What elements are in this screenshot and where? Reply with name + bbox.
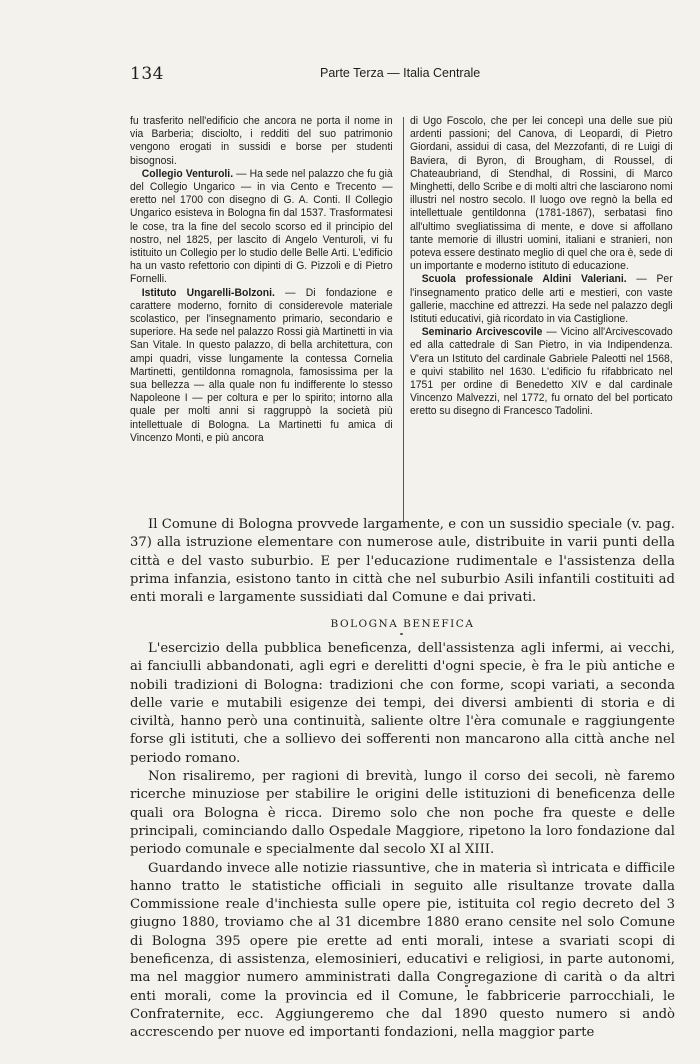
section-heading: BOLOGNA BENEFICA xyxy=(330,618,475,630)
left-paragraph-3 xyxy=(130,287,393,445)
scuola-aldini-heading: Scuola professionale Aldini Valeriani. xyxy=(421,273,627,286)
page-header xyxy=(130,64,678,84)
right-paragraph-1: di Ugo Foscolo, che per lei concepì una delle sue più ardenti passioni; del Canova, di Leopardi, di Pietro Giordani, assidui di casa, del Mezzofanti, di re Luigi di Baviera, di Byron, di Brougham, di Roussel, di Chateaubriand, di Stendhal, di Rossini, di Marco Minghetti, dello Scribe e di molti altri che lasciarono nomi illustri nel nostro secolo. Il luogo ove regnò la bella ed intellettuale gentildonna (1781-1867), serbatasi fino all'ultimo svegliatissima di mente, e dove si affollano tante memorie di illustri uomini, italiani e stranieri, non poteva essere destinato meglio di quel che ora è, sede di un importante e moderno istituto di educazione. xyxy=(410,115,673,273)
istituto-ungarelli-text: — Di fondazione e carattere moderno, fornito di considerevole materiale scolastico, per l'insegnamento primario, secondario e superiore. Ha sede nel palazzo Rossi già Martinetti in via San Vitale. In questo palazzo, di bella architettura, con ampi quadri, visse lungamente la contessa Cornelia Martinetti, gentildonna romagnola, famosissima per la sua bellezza — alla quale non fu indifferente lo stesso Napoleone I — per coltura e per lo spirito; intorno alla quale per molti anni si raggruppò la società più intellettuale di Bologna. La Martinetti fu amica di Vincenzo Monti, e più ancora xyxy=(130,286,393,444)
scuola-aldini-text: — Per l'insegnamento pratico delle arti e mestieri, con vaste gallerie, macchine ed attrezzi. Ha sede nel palazzo degli Istituti educativi, già ricordato in via Castiglione. xyxy=(410,273,673,326)
page-number: 134 xyxy=(130,64,164,84)
comune-paragraph: Il Comune di Bologna provvede largamente, e con un sussidio speciale (v. pag. 37) alla istruzione elementare con numerose aule, distribuite in varii punti della città e del vasto suburbio. E per l'educazione rudimentale e l'assistenza della prima infanzia, esistono tanto in città che nel suburbio Asili infantili costituiti ad enti morali e largamente sussidiati dal Comune e dai privati. xyxy=(130,517,675,606)
right-column xyxy=(410,115,673,419)
seminario-text: — Vicino all'Arcivescovado ed alla cattedrale di San Pietro, in via Indipendenza. V'era un Istituto del cardinale Gabriele Paleotti nel 1568, e quivi stabilito nel 1630. L'edificio fu rifabbricato nel 1751 per ordine di Benedetto XIV e dal cardinale Vincenzo Malvezzi, nel 1772, fu ornato del bel porticato eretto su disegno di Francesco Tadolini. xyxy=(410,326,673,418)
right-paragraph-3 xyxy=(410,326,673,418)
column-divider xyxy=(403,117,404,522)
collegio-venturoli-heading: Collegio Venturoli. xyxy=(141,167,234,180)
left-column xyxy=(130,115,393,445)
comune-paragraph-block xyxy=(130,516,675,607)
left-paragraph-1: fu trasferito nell'edificio che ancora ne porta il nome in via Barberia; disciolto, i redditi del suo patrimonio vengono erogati in sussidi e borse per studenti bisognosi. xyxy=(130,115,393,167)
heading-ornament xyxy=(400,633,403,635)
collegio-venturoli-text: — Ha sede nel palazzo che fu già del Collegio Ungarico — in via Cento e Trecento — eretto nel 1700 con disegno di G. A. Conti. Il Collegio Ungarico esisteva in Bologna fin dal 1537. Trasformatesi le cose, tra la fine del secolo scorso ed il principio del nostro, nel 1825, per lascito di Angelo Venturoli, vi fu istituito un Collegio per lo studio delle Belle Arti. L'edificio ha un vasto refettorio con dipinti di G. Pizzoli e di Pietro Fornelli. xyxy=(130,167,393,286)
running-title: Parte Terza — Italia Centrale xyxy=(320,66,481,80)
beneficenza-paragraph-3: Guardando invece alle notizie riassuntive, che in materia sì intricata e difficile hanno tratto le statistiche officiali in seguito alle risultanze trovate dalla Commissione reale d'inchiesta sulle opere pie, istituita col regio decreto del 3 giugno 1880, troviamo che al 31 dicembre 1880 erano censite nel solo Comune di Bologna 395 opere pie erette ad enti morali, intese a svariati scopi di beneficenza, di assistenza, elemosinieri, educativi e religiosi, in parte autonomi, ma nel maggior numero amministrati dalla Congregazione di carità o da altri enti morali, come la provincia ed il Comune, le fabbricerie parrocchiali, le Confraternite, ecc. Aggiungeremo che dal 1890 questo numero si andò accrescendo per nuove ed importanti fondazioni, nella maggior parte xyxy=(130,860,675,1041)
beneficenza-text xyxy=(130,640,675,1043)
beneficenza-paragraph-2: Non risaliremo, per ragioni di brevità, lungo il corso dei secoli, nè faremo ricerche minuziose per stabilire le origini delle istituzioni di beneficenza delle quali ora Bologna è ricca. Diremo solo che non poche fra queste e delle principali, cominciando dallo Ospedale Maggiore, ripetono la loro fondazione dal periodo comunale e specialmente dal secolo XI al XIII. xyxy=(130,769,675,858)
footer-mark xyxy=(465,985,468,987)
seminario-heading: Seminario Arcivescovile xyxy=(421,326,543,339)
two-column-section xyxy=(130,115,675,525)
istituto-ungarelli-heading: Istituto Ungarelli-Bolzoni. xyxy=(141,286,275,299)
left-paragraph-2 xyxy=(130,168,393,287)
beneficenza-paragraph-1: L'esercizio della pubblica beneficenza, dell'assistenza agli infermi, ai vecchi, ai fanciulli abbandonati, agli egri e derelitti d'ogni specie, è fra le più antiche e nobili tradizioni di Bologna: tradizioni che con forme, scopi variati, a seconda delle varie e mutabili esigenze dei tempi, dei diversi ambienti di storia e di civiltà, hanno però una continuità, saliente oltre l'èra comunale e raggiungente forse gli istituti, che a sollievo dei sofferenti non mancarono alla città anche nel periodo romano. xyxy=(130,641,675,766)
right-paragraph-2 xyxy=(410,273,673,326)
